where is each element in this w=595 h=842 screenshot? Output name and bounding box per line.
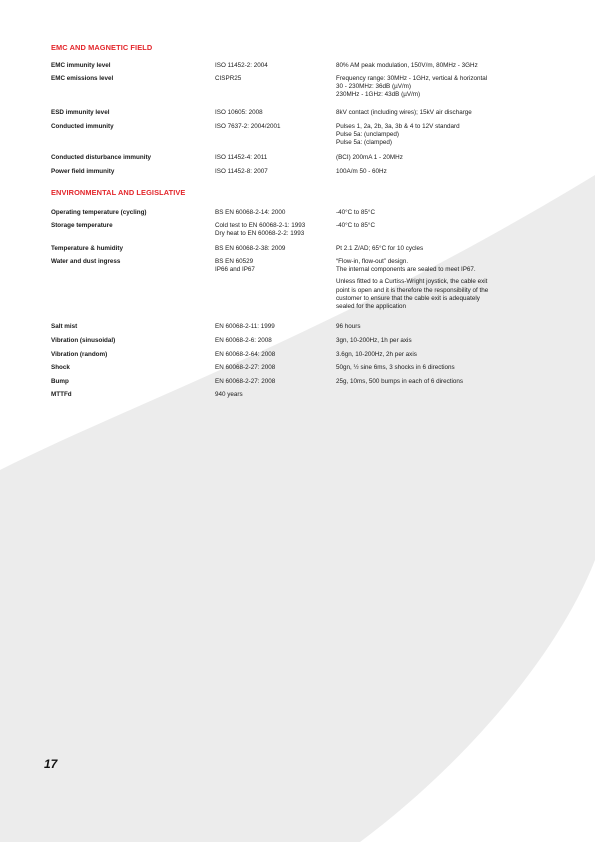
section-heading-environmental: ENVIRONMENTAL AND LEGISLATIVE — [51, 188, 186, 197]
spec-standard-line: ISO 11452-2: 2004 — [215, 62, 268, 69]
spec-standard-line: BS EN 60068-2-38: 2009 — [215, 245, 286, 252]
spec-label: Power field immunity — [51, 168, 115, 175]
spec-value-line: customer to ensure that the cable exit is adequately — [336, 294, 480, 302]
spec-label: Vibration (random) — [51, 351, 108, 358]
spec-value-line: 50gn, ½ sine 6ms, 3 shocks in 6 directions — [336, 364, 455, 371]
spec-standard — [215, 323, 275, 331]
spec-value — [336, 75, 487, 100]
spec-standard-line: Cold test to EN 60068-2-1: 1993 — [215, 222, 306, 229]
spec-label: Operating temperature (cycling) — [51, 209, 147, 216]
spec-standard-line: EN 60068-2-11: 1999 — [215, 323, 275, 330]
spec-standard-line: BS EN 60068-2-14: 2000 — [215, 209, 286, 216]
spec-label: MTTFd — [51, 391, 72, 398]
spec-value — [336, 168, 387, 176]
spec-value-line: 3.6gn, 10-200Hz, 2h per axis — [336, 351, 417, 358]
spec-label: ESD immunity level — [51, 109, 110, 116]
spec-value-line: Pulse 5a: (unclamped) — [336, 131, 400, 139]
spec-standard — [215, 222, 305, 238]
spec-standard-line: EN 60068-2-27: 2008 — [215, 364, 276, 371]
spec-value-line: 80% AM peak modulation, 150V/m, 80MHz - 3GHz — [336, 62, 478, 69]
spec-value — [336, 351, 417, 359]
spec-label: Shock — [51, 364, 70, 371]
spec-label: EMC immunity level — [51, 62, 111, 69]
spec-value-line: 3gn, 10-200Hz, 1h per axis — [336, 337, 412, 344]
spec-value-line: (BCI) 200mA 1 - 20MHz — [336, 154, 403, 161]
spec-standard-line: EN 60068-2-6: 2008 — [215, 337, 272, 344]
spec-standard-line: CISPR25 — [215, 75, 242, 82]
spec-value — [336, 258, 488, 311]
spec-value-line: Unless fitted to a Curtiss-Wright joystick, the cable exit — [336, 278, 488, 286]
spec-standard — [215, 391, 243, 399]
spec-value — [336, 62, 478, 70]
spec-label: Water and dust ingress — [51, 258, 121, 265]
spec-value-line: “Flow-in, flow-out” design. — [336, 258, 409, 265]
spec-standard — [215, 154, 267, 162]
spec-standard — [215, 258, 255, 274]
spec-standard-line: IP66 and IP67 — [215, 266, 255, 274]
spec-value — [336, 123, 460, 148]
spec-label: EMC emissions level — [51, 75, 114, 82]
spec-standard-line: Dry heat to EN 60068-2-2: 1993 — [215, 230, 305, 238]
spec-standard-line: BS EN 60529 — [215, 258, 254, 265]
spec-label: Bump — [51, 378, 69, 385]
page-number: 17 — [44, 757, 58, 771]
spec-standard-line: ISO 11452-4: 2011 — [215, 154, 268, 161]
spec-value — [336, 364, 455, 372]
spec-value — [336, 222, 375, 230]
spec-value — [336, 109, 472, 117]
spec-standard-line: ISO 7637-2: 2004/2001 — [215, 123, 281, 130]
spec-standard — [215, 62, 268, 70]
spec-standard — [215, 209, 285, 217]
spec-value — [336, 323, 361, 331]
spec-value-line: -40°C to 85°C — [336, 209, 375, 216]
spec-label: Conducted immunity — [51, 123, 114, 130]
spec-value-line: Frequency range: 30MHz - 1GHz, vertical & horizontal — [336, 75, 488, 82]
spec-standard — [215, 378, 275, 386]
spec-label: Storage temperature — [51, 222, 113, 229]
spec-standard-line: 940 years — [215, 391, 243, 398]
spec-label: Temperature & humidity — [51, 245, 123, 252]
spec-value — [336, 378, 463, 386]
spec-value-line: The internal components are sealed to meet IP67. — [336, 266, 476, 274]
spec-value-line: Pt 2.1 Z/AD; 65°C for 10 cycles — [336, 245, 424, 252]
spec-value-line: Pulse 5a: (clamped) — [336, 139, 392, 147]
spec-value-line: 96 hours — [336, 323, 361, 330]
spec-standard — [215, 351, 275, 359]
spec-value — [336, 154, 403, 162]
spec-label: Conducted disturbance immunity — [51, 154, 152, 161]
spec-value-line: 25g, 10ms, 500 bumps in each of 6 directions — [336, 378, 464, 385]
spec-label: Salt mist — [51, 323, 78, 330]
spec-value-line: 100A/m 50 - 60Hz — [336, 168, 387, 175]
spec-value-line: sealed for the application — [336, 303, 407, 311]
spec-value-line: 30 - 230MHz: 36dB (µV/m) — [336, 83, 412, 91]
spec-label: Vibration (sinusoidal) — [51, 337, 116, 344]
spec-value — [336, 209, 375, 217]
spec-value-line: 230MHz - 1GHz: 43dB (µV/m) — [336, 91, 421, 99]
spec-standard-line: ISO 10605: 2008 — [215, 109, 263, 116]
spec-value-line: -40°C to 85°C — [336, 222, 375, 229]
spec-value-line: Pulses 1, 2a, 2b, 3a, 3b & 4 to 12V standard — [336, 123, 460, 130]
spec-value-line: 8kV contact (including wires); 15kV air discharge — [336, 109, 472, 116]
spec-value — [336, 245, 423, 253]
spec-standard — [215, 337, 272, 345]
spec-standard — [215, 109, 263, 117]
spec-standard — [215, 75, 241, 83]
spec-standard-line: EN 60068-2-64: 2008 — [215, 351, 276, 358]
spec-value-line: point is open and it is therefore the responsibility of the — [336, 286, 489, 294]
spec-standard — [215, 364, 275, 372]
spec-value — [336, 337, 412, 345]
spec-standard-line: EN 60068-2-27: 2008 — [215, 378, 276, 385]
spec-standard — [215, 168, 268, 176]
spec-standard — [215, 245, 285, 253]
section-heading-emc: EMC AND MAGNETIC FIELD — [51, 43, 153, 52]
spec-standard-line: ISO 11452-8: 2007 — [215, 168, 268, 175]
spec-standard — [215, 123, 280, 131]
